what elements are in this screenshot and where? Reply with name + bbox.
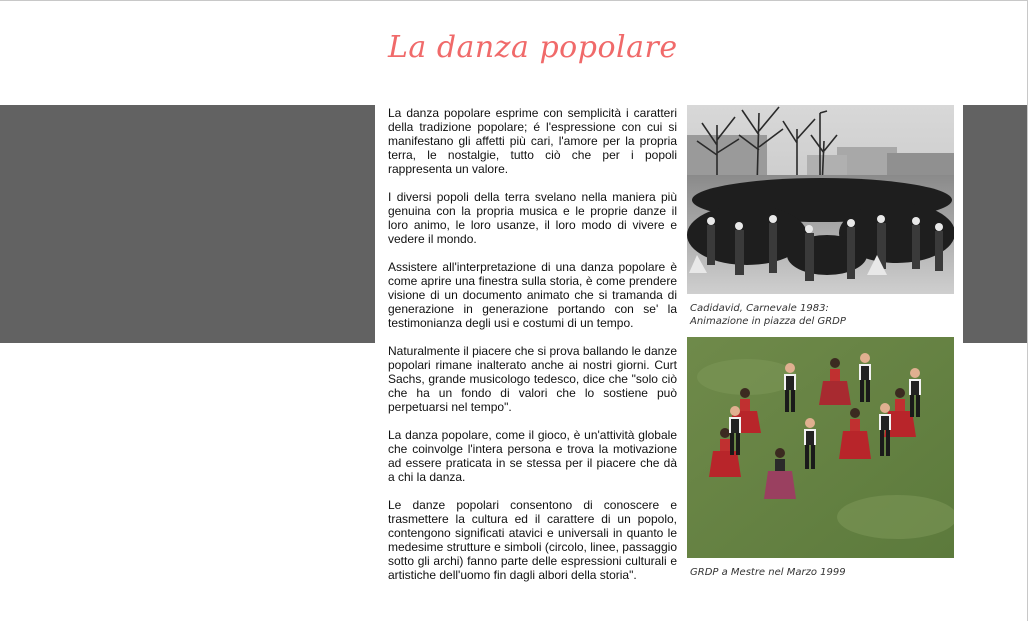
right-gray-band <box>963 105 1027 343</box>
photo-caption <box>690 302 846 328</box>
caption-line: Cadidavid, Carnevale 1983: <box>690 303 829 314</box>
article-body <box>388 106 677 596</box>
page-title: La danza popolare <box>388 30 678 65</box>
article-paragraph: I diversi popoli della terra svelano nella maniera più genuina con la propria musica e le proprie danze il loro animo, le loro usanze, il loro modo di vivere e vedere il mondo. <box>388 190 677 246</box>
photo-dancers-circle <box>687 337 954 558</box>
photo-carnival-square <box>687 105 954 294</box>
article-paragraph: La danza popolare esprime con semplicità i caratteri della tradizione popolare; é l'espressione con cui si manifestano gli affetti più cari, l'amore per la propria terra, le nostalgie, tutto ciò che per i popoli rappresenta un valore. <box>388 106 677 176</box>
caption-line: GRDP a Mestre nel Marzo 1999 <box>690 567 846 578</box>
article-paragraph: Naturalmente il piacere che si prova ballando le danze popolari rimane inalterato anche ai nostri giorni. Curt Sachs, grande musicologo tedesco, dice che "solo ciò che ha un fondo di valori che lo sostiene può perpetuarsi nel tempo". <box>388 344 677 414</box>
left-gray-band <box>0 105 375 343</box>
article-paragraph: La danza popolare, come il gioco, è un'attività globale che coinvolge l'intera persona e trova la motivazione ad essere praticata in se stessa per il piacere che dà a chi la danza. <box>388 428 677 484</box>
article-paragraph: Le danze popolari consentono di conoscere e trasmettere la cultura ed il carattere di un popolo, contengono significati atavici e universali in quanto le medesime strutture e simboli (circolo, linee, passaggio sotto gli archi) fanno parte delle espressioni culturali e artistiche dell'uomo fin dagli albori della storia". <box>388 498 677 582</box>
article-paragraph: Assistere all'interpretazione di una danza popolare è come aprire una finestra sulla storia, è come prendere visione di un documento animato che si tramanda di generazione in generazione portando con se' la testimonianza degli usi e costumi di un tempo. <box>388 260 677 330</box>
caption-line: Animazione in piazza del GRDP <box>690 316 846 327</box>
window-top-border <box>0 0 1028 1</box>
photo-caption <box>690 566 846 579</box>
